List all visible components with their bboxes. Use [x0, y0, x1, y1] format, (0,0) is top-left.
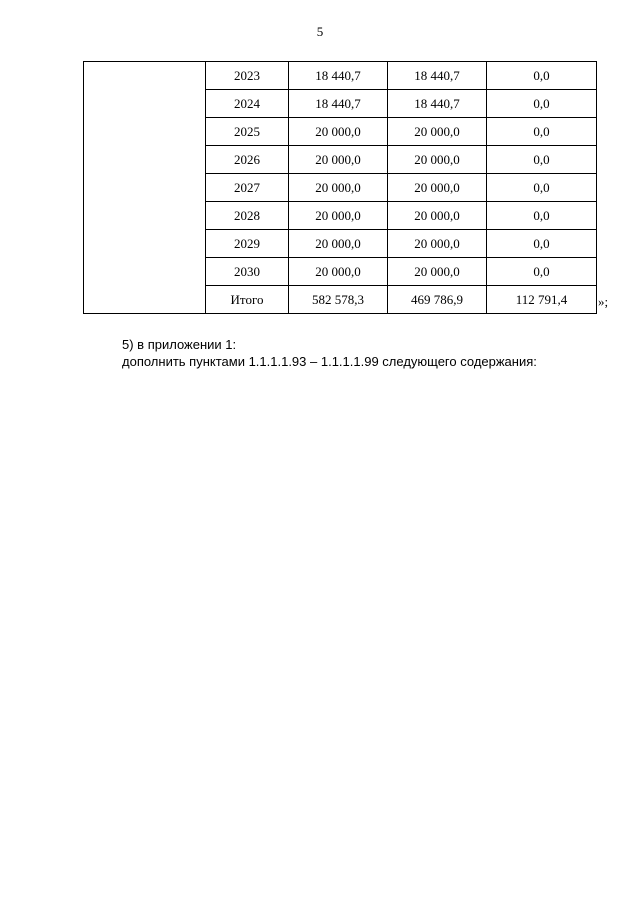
total-cell: 20 000,0	[289, 174, 388, 202]
budget-cell: 18 440,7	[388, 90, 487, 118]
budget-cell: 20 000,0	[388, 174, 487, 202]
budget-cell: 20 000,0	[388, 258, 487, 286]
total-cell: 18 440,7	[289, 90, 388, 118]
budget-cell: 469 786,9	[388, 286, 487, 314]
other-cell: 112 791,4	[487, 286, 597, 314]
year-cell: 2023	[206, 62, 289, 90]
total-cell: 20 000,0	[289, 230, 388, 258]
budget-cell: 20 000,0	[388, 146, 487, 174]
budget-cell: 20 000,0	[388, 230, 487, 258]
instruction-text: дополнить пунктами 1.1.1.1.93 – 1.1.1.1.99 следующего содержания:	[122, 354, 537, 369]
other-cell: 0,0	[487, 174, 597, 202]
table-row	[84, 62, 597, 90]
page-number: 5	[316, 24, 324, 39]
total-cell: 20 000,0	[289, 118, 388, 146]
budget-cell: 20 000,0	[388, 202, 487, 230]
other-cell: 0,0	[487, 202, 597, 230]
other-cell: 0,0	[487, 62, 597, 90]
other-cell: 0,0	[487, 90, 597, 118]
year-cell: 2024	[206, 90, 289, 118]
year-cell: 2027	[206, 174, 289, 202]
other-cell: 0,0	[487, 258, 597, 286]
total-cell: 18 440,7	[289, 62, 388, 90]
year-cell: 2026	[206, 146, 289, 174]
other-cell: 0,0	[487, 230, 597, 258]
other-cell: 0,0	[487, 118, 597, 146]
total-cell: 20 000,0	[289, 146, 388, 174]
funding-table	[83, 61, 597, 314]
total-cell: 20 000,0	[289, 202, 388, 230]
item-heading: 5) в приложении 1:	[122, 337, 237, 352]
other-cell: 0,0	[487, 146, 597, 174]
year-cell: 2030	[206, 258, 289, 286]
total-cell: 582 578,3	[289, 286, 388, 314]
year-cell: 2029	[206, 230, 289, 258]
year-cell: Итого	[206, 286, 289, 314]
year-cell: 2025	[206, 118, 289, 146]
closing-quote-mark: »;	[598, 294, 609, 309]
merged-label-cell	[84, 62, 206, 314]
total-cell: 20 000,0	[289, 258, 388, 286]
budget-cell: 18 440,7	[388, 62, 487, 90]
year-cell: 2028	[206, 202, 289, 230]
budget-cell: 20 000,0	[388, 118, 487, 146]
